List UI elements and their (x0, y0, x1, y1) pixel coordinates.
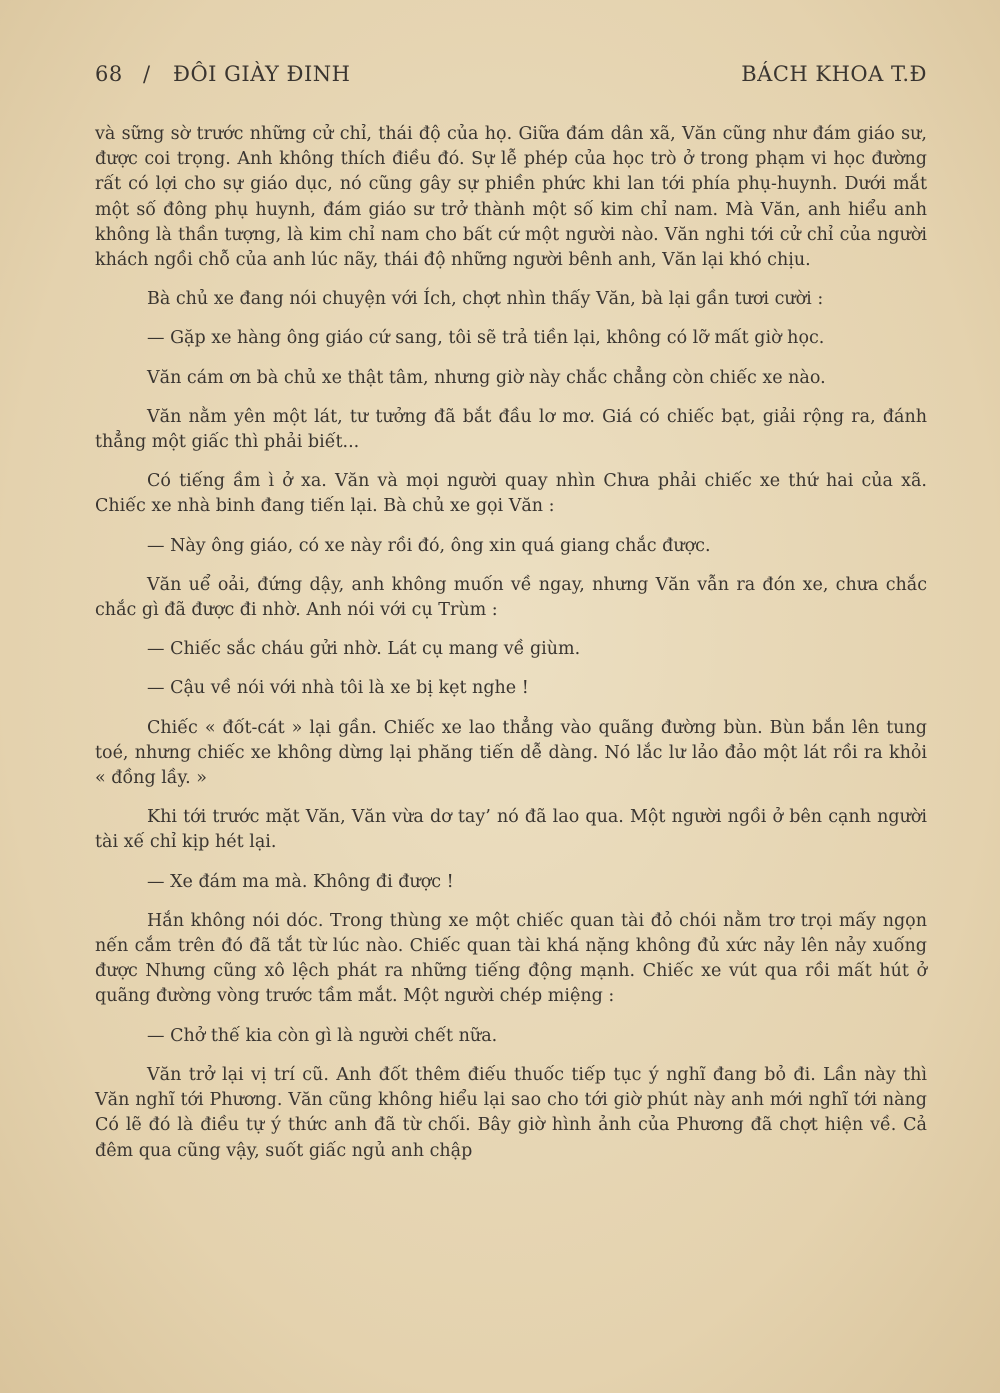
paragraph: Có tiếng ầm ì ở xa. Văn và mọi người quay nhìn Chưa phải chiếc xe thứ hai của xã. Chiếc xe nhà binh đang tiến lại. Bà chủ xe gọi Văn : (95, 471, 927, 517)
paragraph: Khi tới trước mặt Văn, Văn vừa dơ tay’ nó đã lao qua. Một người ngồi ở bên cạnh người tài xế chỉ kịp hét lại. (95, 807, 927, 853)
paragraph: Hắn không nói dóc. Trong thùng xe một chiếc quan tài đỏ chói nằm trơ trọi mấy ngọn nến cắm trên đó đã tắt từ lúc nào. Chiếc quan tài khá nặng không đủ xức nảy lên nảy xuống được Nhưng cũng xô lệch phát ra những tiếng động mạnh. Chiếc xe vút qua rồi mất hút ở quãng đường vòng trước tầm mắt. Một người chép miệng : (95, 910, 927, 1007)
paragraph: Bà chủ xe đang nói chuyện với Ích, chợt nhìn thấy Văn, bà lại gần tươi cười : (147, 289, 824, 310)
page-header (95, 62, 927, 98)
paragraph: và sững sờ trước những cử chỉ, thái độ của họ. Giữa đám dân xã, Văn cũng như đám giáo sư, được coi trọng. Anh không thích điều đó. Sự lễ phép của học trò ở trong phạm vi học đường rất có lợi cho sự giáo dục, nó cũng gây sự phiền phức khi lan tới phía phụ-huynh. Dưới mắt một số đông phụ huynh, đám giáo sư trở thành một số kim chỉ nam. Mà Văn, anh hiểu anh không là thần tượng, là kim chỉ nam cho bất cứ một người nào. Văn nghi tới cử chỉ của người khách ngồi chỗ của anh lúc nãy, thái độ những người bênh anh, Văn lại khó chịu. (95, 124, 927, 271)
paragraph: Văn cám ơn bà chủ xe thật tâm, nhưng giờ này chắc chẳng còn chiếc xe nào. (147, 367, 826, 388)
paragraph: Văn uể oải, đứng dậy, anh không muốn về ngay, nhưng Văn vẫn ra đón xe, chưa chắc chắc gì đã được đi nhờ. Anh nói với cụ Trùm : (95, 574, 927, 621)
dialogue-line: — Chiếc sắc cháu gửi nhờ. Lát cụ mang về giùm. (147, 639, 581, 660)
book-title: ĐÔI GIÀY ĐINH (173, 62, 351, 86)
dialogue-line: — Gặp xe hàng ông giáo cứ sang, tôi sẽ trả tiền lại, không có lỡ mất giờ học. (147, 328, 825, 349)
dialogue-line: — Cậu về nói với nhà tôi là xe bị kẹt nghe ! (147, 678, 529, 699)
paragraph: Văn nằm yên một lát, tư tưởng đã bắt đầu lơ mơ. Giá có chiếc bạt, giải rộng ra, đánh thẳng một giấc thì phải biết... (95, 406, 927, 453)
header-separator: / (143, 62, 151, 86)
dialogue-line: — Chở thế kia còn gì là người chết nữa. (147, 1025, 498, 1046)
magazine-title: BÁCH KHOA T.Đ (741, 62, 927, 86)
dialogue-line: — Này ông giáo, có xe này rồi đó, ông xin quá giang chắc được. (147, 535, 711, 556)
dialogue-line: — Xe đám ma mà. Không đi được ! (147, 871, 454, 892)
paragraph: Chiếc « đốt-cát » lại gần. Chiếc xe lao thẳng vào quãng đường bùn. Bùn bắn lên tung toé, nhưng chiếc xe không dừng lại phăng tiến dễ dàng. Nó lắc lư lảo đảo một lát rồi ra khỏi « đồng lầy. » (95, 717, 927, 789)
page-number: 68 (95, 62, 123, 86)
page-body (95, 122, 927, 1178)
paragraph: Văn trở lại vị trí cũ. Anh đốt thêm điếu thuốc tiếp tục ý nghĩ đang bỏ đi. Lần này thì Văn nghĩ tới Phương. Văn cũng không hiểu lại sao cho tới giờ phút này anh mới nghĩ tới nàng Có lẽ đó là điều tự ý thức anh đã từ chối. Bây giờ hình ảnh của Phương đã chợt hiện về. Cả đêm qua cũng vậy, suốt giấc ngủ anh chập (95, 1064, 927, 1161)
